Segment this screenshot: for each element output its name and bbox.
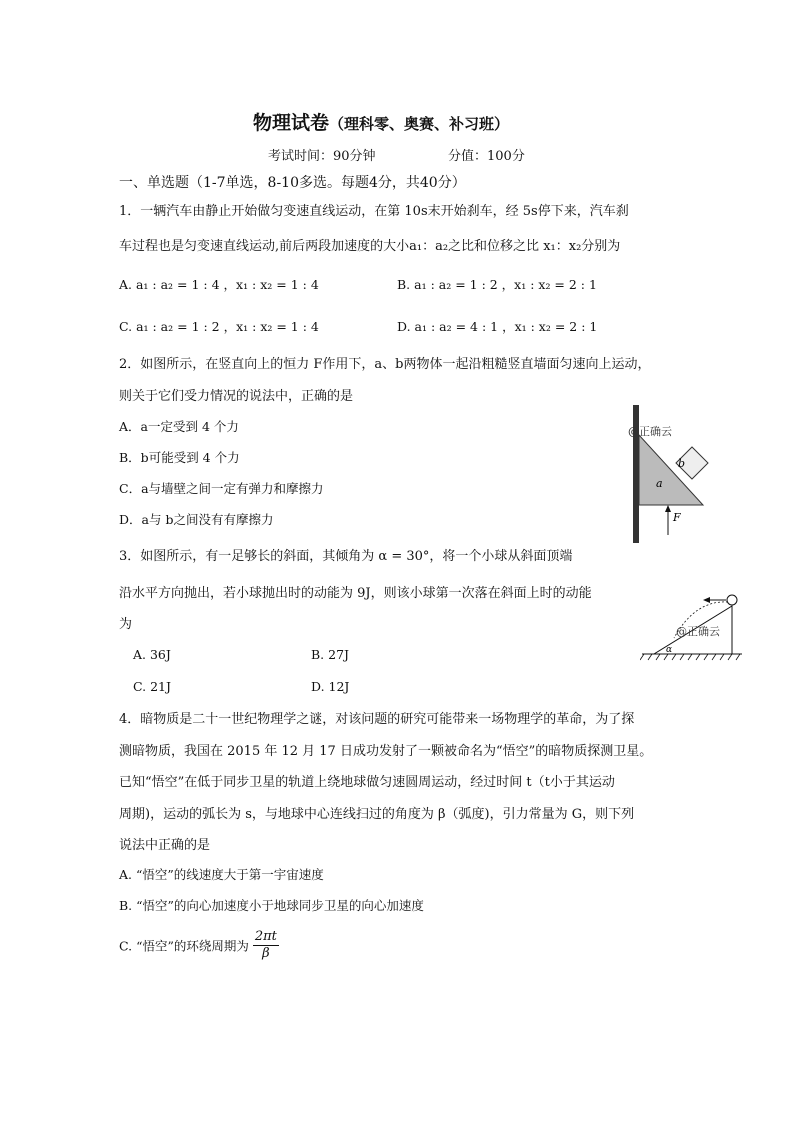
q3-option-b: B. 27J [311, 647, 350, 662]
q2-option-c: C．a与墙壁之间一定有弹力和摩擦力 [119, 481, 324, 496]
title-subtitle: （理科零、奥赛、补习班） [329, 115, 510, 133]
label-alpha: α [666, 645, 673, 655]
q1-option-a: A. a₁ : a₂ = 1 : 4 ，x₁ : x₂ = 1 : 4 [119, 277, 319, 292]
q1-option-c: C. a₁ : a₂ = 1 : 2 ，x₁ : x₂ = 1 : 4 [119, 319, 319, 334]
q3-line3: 为 [119, 617, 133, 632]
q3-watermark: @正确云 [676, 625, 720, 638]
force-arrowhead [665, 505, 671, 512]
q4-option-c-fraction [253, 929, 279, 962]
q3-option-c: C. 21J [133, 679, 171, 694]
q4-option-c [119, 929, 279, 962]
title-main: 物理试卷 [253, 112, 330, 134]
q2-option-d: D．a与 b之间没有有摩擦力 [119, 512, 274, 527]
label-a: a [656, 477, 663, 490]
q2-figure [618, 405, 718, 545]
q2-option-b: B．b可能受到 4 个力 [119, 450, 240, 465]
q4-line1: 4．暗物质是二十一世纪物理学之谜，对该问题的研究可能带来一场物理学的革命，为了探 [119, 712, 635, 727]
q3-option-a: A. 36J [133, 647, 171, 662]
q1-option-d: D. a₁ : a₂ = 4 : 1 ，x₁ : x₂ = 2 : 1 [397, 319, 598, 334]
q4-line5: 说法中正确的是 [119, 838, 211, 853]
q3-line2: 沿水平方向抛出，若小球抛出时的动能为 9J，则该小球第一次落在斜面上时的动能 [119, 586, 592, 601]
q4-line2: 测暗物质，我国在 2015 年 12 月 17 日成功发射了一颗被命名为“悟空”的暗物质探测卫星。 [119, 744, 653, 759]
q4-option-b: B. “悟空”的向心加速度小于地球同步卫星的向心加速度 [119, 898, 424, 913]
q1-line2: 车过程也是匀变速直线运动,前后两段加速度的大小a₁：a₂之比和位移之比 x₁：x₂分别为 [119, 239, 621, 254]
ground-hatch [640, 654, 740, 660]
label-F: F [673, 511, 681, 524]
q3-option-d: D. 12J [311, 679, 350, 694]
fraction-denominator: β [262, 946, 270, 961]
q4-option-c-text: C. “悟空”的环绕周期为 [119, 938, 249, 954]
exam-time: 考试时间：90分钟 [268, 149, 376, 164]
q3-figure [640, 588, 745, 663]
q2-option-a: A．a一定受到 4 个力 [119, 419, 239, 434]
q2-line2: 则关于它们受力情况的说法中，正确的是 [119, 389, 354, 404]
fraction-numerator: 2πt [254, 929, 277, 944]
q4-line4: 周期)，运动的弧长为 s，与地球中心连线扫过的角度为 β（弧度)，引力常量为 G，则下列 [119, 807, 635, 822]
q1-line1: 1．一辆汽车由静止开始做匀变速直线运动，在第 10s末开始刹车，经 5s停下来，汽车刹 [119, 204, 629, 219]
q2-watermark: @正确云 [628, 425, 672, 438]
q4-option-a: A. “悟空”的线速度大于第一宇宙速度 [119, 867, 324, 882]
q3-line1: 3．如图所示，有一足够长的斜面，其倾角为 α = 30°，将一个小球从斜面顶端 [119, 549, 573, 564]
ball [727, 595, 737, 605]
section-heading: 一、单选题（1-7单选，8-10多选。每题4分，共40分） [119, 175, 466, 191]
page-title [253, 108, 509, 135]
q2-line1: 2．如图所示，在竖直向上的恒力 F作用下，a、b两物体一起沿粗糙竖直墙面匀速向上运动， [119, 357, 651, 372]
velocity-arrowhead [703, 597, 710, 603]
label-b: b [678, 457, 686, 470]
exam-score: 分值：100分 [448, 149, 525, 164]
q1-option-b: B. a₁ : a₂ = 1 : 2 ，x₁ : x₂ = 2 : 1 [397, 277, 597, 292]
q4-line3: 已知“悟空”在低于同步卫星的轨道上绕地球做匀速圆周运动，经过时间 t（t小于其运动 [119, 775, 615, 790]
